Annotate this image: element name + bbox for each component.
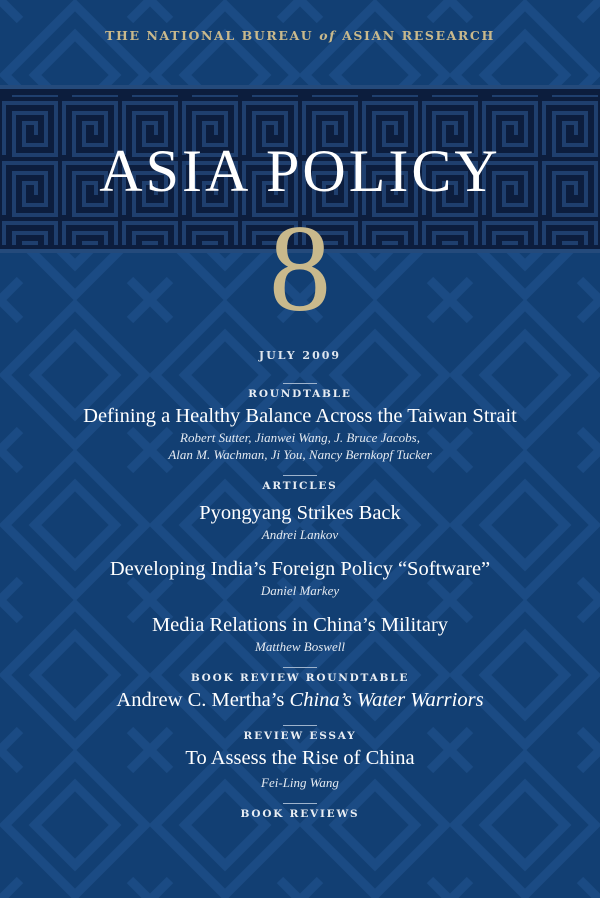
divider [283, 383, 317, 384]
review-essay-title: To Assess the Rise of China [185, 747, 415, 769]
issue-number: 8 [269, 200, 331, 337]
divider [283, 725, 317, 726]
article-title: Developing India’s Foreign Policy “Software” [109, 558, 491, 580]
divider [283, 475, 317, 476]
section-label-book-reviews: BOOK REVIEWS [240, 808, 360, 820]
article-author: Andrei Lankov [261, 527, 339, 542]
article-title: Media Relations in China’s Military [151, 614, 449, 636]
article-author: Matthew Boswell [255, 639, 345, 654]
section-label-roundtable: ROUNDTABLE [248, 388, 352, 400]
article-author: Daniel Markey [260, 583, 340, 598]
section-label-articles: ARTICLES [262, 480, 338, 492]
journal-title: ASIA POLICY [99, 138, 501, 204]
section-label-review-essay: REVIEW ESSAY [243, 730, 357, 742]
divider [283, 667, 317, 668]
book-review-roundtable-title: Andrew C. Mertha’s China’s Water Warriors [116, 689, 484, 711]
article-title: Pyongyang Strikes Back [199, 502, 401, 524]
table-of-contents [0, 383, 600, 820]
roundtable-title: Defining a Healthy Balance Across the Taiwan Strait [83, 405, 517, 427]
review-essay-author: Fei-Ling Wang [261, 775, 339, 790]
section-label-book-review-roundtable: BOOK REVIEW ROUNDTABLE [190, 672, 410, 684]
issue-date: JULY 2009 [258, 349, 342, 362]
publisher-name: THE NATIONAL BUREAU of ASIAN RESEARCH [105, 28, 495, 43]
divider [283, 803, 317, 804]
roundtable-authors-line1: Robert Sutter, Jianwei Wang, J. Bruce Jacobs, [180, 430, 420, 445]
roundtable-authors-line2: Alan M. Wachman, Ji You, Nancy Bernkopf Tucker [168, 447, 432, 462]
